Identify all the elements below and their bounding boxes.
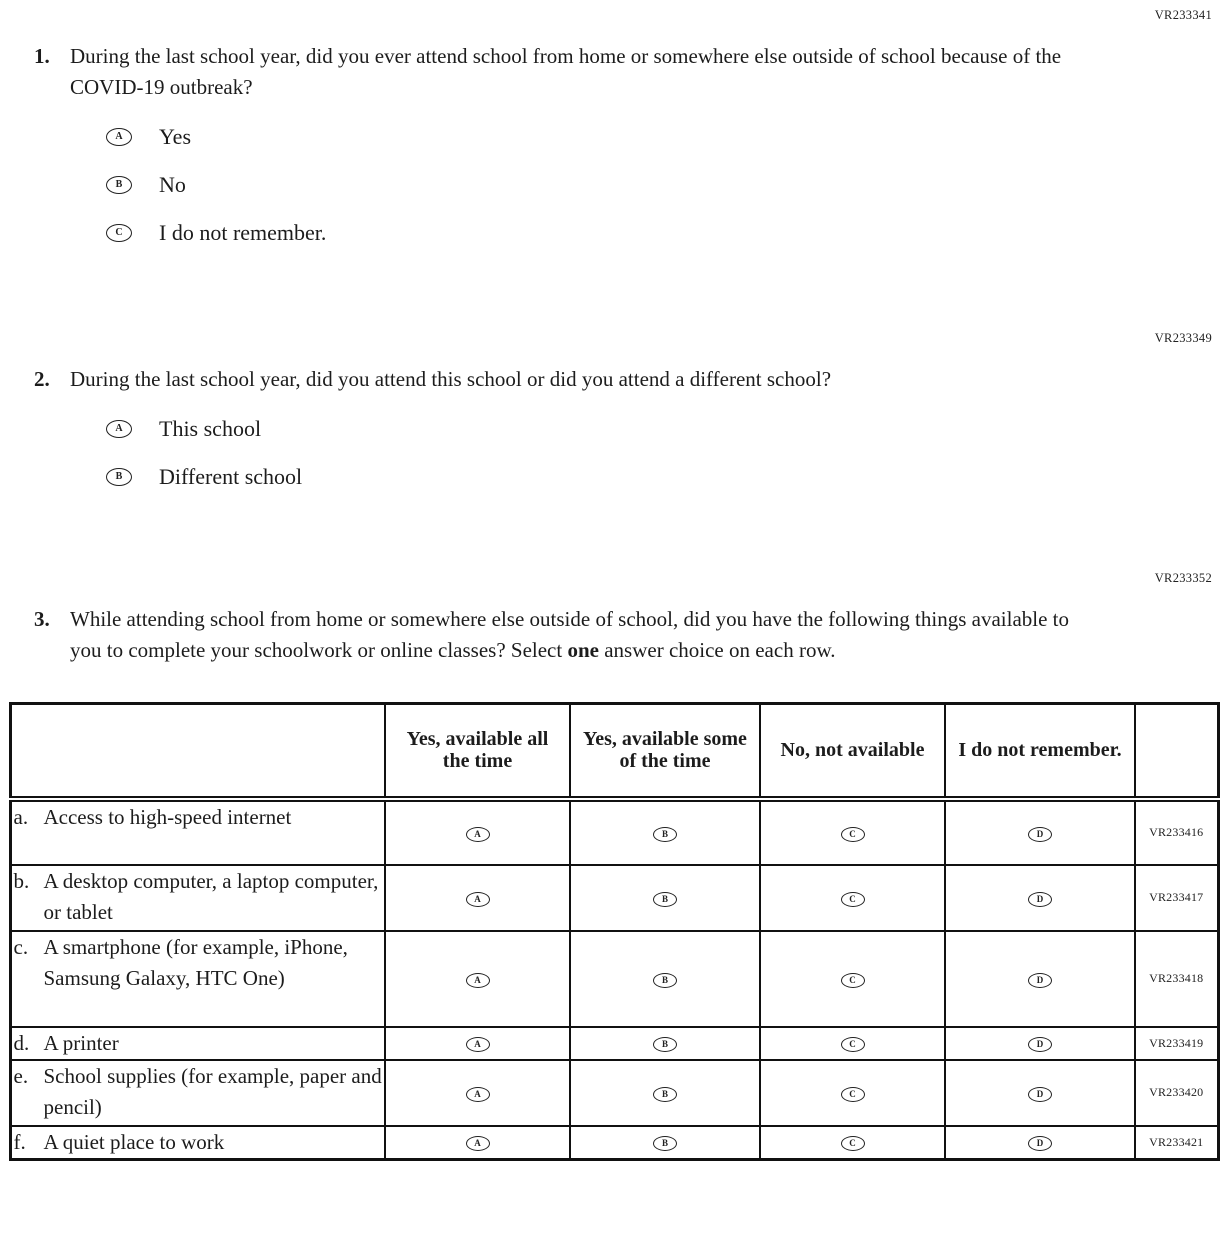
answer-cell-a (385, 1060, 570, 1126)
answer-bubble-c[interactable]: C (841, 1037, 865, 1052)
header-yes-all-time: Yes, available all the time (385, 704, 570, 799)
answer-cell-a (385, 1027, 570, 1060)
availability-matrix-table (9, 702, 1220, 1161)
row-label: f. (13, 1129, 26, 1154)
answer-bubble-a[interactable]: A (466, 892, 490, 907)
answer-cell-d (945, 931, 1135, 1027)
answer-bubble-b[interactable]: B (653, 1136, 677, 1151)
question-2-option-b[interactable] (106, 465, 1228, 489)
question-2 (34, 364, 1228, 489)
answer-cell-c (760, 865, 945, 931)
row-item-cell (10, 799, 385, 865)
answer-bubble-c[interactable]: C (841, 827, 865, 842)
answer-cell-a (385, 1126, 570, 1160)
question-3-text-post: answer choice on each row. (598, 638, 836, 662)
header-yes-some-time: Yes, available some of the time (570, 704, 760, 799)
row-text: Access to high-speed internet (43, 804, 292, 829)
table-row-f (10, 1126, 1218, 1160)
answer-bubble-c[interactable]: C (841, 973, 865, 988)
row-code: VR233417 (1135, 865, 1218, 931)
answer-bubble-b[interactable]: B (653, 892, 677, 907)
row-code: VR233416 (1135, 799, 1218, 865)
table-row-a (10, 799, 1218, 865)
answer-cell-c (760, 799, 945, 865)
answer-bubble-d[interactable]: D (1028, 973, 1052, 988)
option-label-this-school: This school (159, 416, 262, 441)
answer-cell-b (570, 1027, 760, 1060)
row-code: VR233421 (1135, 1126, 1218, 1160)
question-1-option-a[interactable] (106, 125, 1228, 149)
form-code-q2: VR233349 (1154, 331, 1212, 345)
answer-bubble-b[interactable]: B (653, 1037, 677, 1052)
row-label: c. (13, 934, 29, 959)
row-item-cell (10, 931, 385, 1027)
row-label: b. (13, 868, 30, 893)
answer-bubble-d[interactable]: D (1028, 1136, 1052, 1151)
answer-cell-d (945, 1027, 1135, 1060)
question-3-text-bold: one (567, 638, 599, 662)
row-text: School supplies (for example, paper and pencil) (43, 1063, 382, 1119)
answer-cell-a (385, 931, 570, 1027)
question-2-text: During the last school year, did you attend this school or did you attend a different school? (70, 367, 832, 391)
question-3-text (70, 604, 1075, 666)
question-1-option-c[interactable] (106, 221, 1228, 245)
row-code: VR233420 (1135, 1060, 1218, 1126)
question-3 (34, 604, 1228, 666)
question-1-options (106, 125, 1228, 245)
answer-bubble-a[interactable]: A (466, 1087, 490, 1102)
answer-cell-d (945, 1060, 1135, 1126)
answer-cell-d (945, 1126, 1135, 1160)
row-text: A quiet place to work (43, 1129, 225, 1154)
row-item-cell (10, 1126, 385, 1160)
answer-bubble-a[interactable]: A (466, 973, 490, 988)
question-1 (34, 41, 1228, 245)
answer-bubble-c[interactable]: C (841, 1087, 865, 1102)
question-1-text: During the last school year, did you ever attend school from home or somewhere else outside of school because of the COVID-19 outbreak? (70, 44, 1062, 99)
row-item-cell (10, 1027, 385, 1060)
row-text: A desktop computer, a laptop computer, or tablet (43, 868, 379, 924)
table-row-b (10, 865, 1218, 931)
answer-cell-d (945, 799, 1135, 865)
row-code: VR233419 (1135, 1027, 1218, 1060)
table-row-e (10, 1060, 1218, 1126)
question-2-option-a[interactable] (106, 417, 1228, 441)
answer-bubble-a[interactable]: A (466, 1136, 490, 1151)
row-label: a. (13, 804, 29, 829)
row-code: VR233418 (1135, 931, 1218, 1027)
answer-bubble-b[interactable]: B (106, 176, 132, 194)
answer-bubble-c[interactable]: C (841, 892, 865, 907)
form-code-q3: VR233352 (1154, 571, 1212, 585)
answer-cell-c (760, 1027, 945, 1060)
form-code-q1: VR233341 (1154, 8, 1212, 22)
answer-bubble-d[interactable]: D (1028, 1087, 1052, 1102)
row-item-cell (10, 865, 385, 931)
answer-cell-a (385, 865, 570, 931)
option-label-no: No (159, 172, 186, 197)
answer-cell-c (760, 1060, 945, 1126)
answer-bubble-a[interactable]: A (466, 827, 490, 842)
row-text: A printer (43, 1030, 119, 1055)
table-header-row (10, 704, 1218, 799)
row-label: d. (13, 1030, 30, 1055)
table-row-c (10, 931, 1218, 1027)
answer-cell-d (945, 865, 1135, 931)
answer-bubble-a[interactable]: A (466, 1037, 490, 1052)
answer-cell-b (570, 931, 760, 1027)
question-1-option-b[interactable] (106, 173, 1228, 197)
answer-bubble-c[interactable]: C (106, 224, 132, 242)
row-item-cell (10, 1060, 385, 1126)
row-label: e. (13, 1063, 29, 1088)
option-label-different-school: Different school (159, 464, 303, 489)
answer-cell-b (570, 1060, 760, 1126)
answer-bubble-b[interactable]: B (653, 827, 677, 842)
header-no-not-available: No, not available (760, 704, 945, 799)
header-empty-code (1135, 704, 1218, 799)
answer-bubble-b[interactable]: B (653, 973, 677, 988)
option-label-yes: Yes (159, 124, 192, 149)
question-2-number: 2. (34, 367, 50, 391)
answer-cell-b (570, 799, 760, 865)
answer-cell-b (570, 865, 760, 931)
answer-cell-b (570, 1126, 760, 1160)
row-text: A smartphone (for example, iPhone, Samsung Galaxy, HTC One) (43, 934, 348, 990)
table-row-d (10, 1027, 1218, 1060)
question-2-options (106, 417, 1228, 489)
question-3-number: 3. (34, 607, 50, 631)
answer-cell-c (760, 931, 945, 1027)
answer-cell-a (385, 799, 570, 865)
answer-bubble-a[interactable]: A (106, 128, 132, 146)
question-3-text-pre: While attending school from home or somewhere else outside of school, did you have the following things available to you to complete your schoolwork or online classes? Select (70, 607, 1070, 662)
header-do-not-remember: I do not remember. (945, 704, 1135, 799)
answer-cell-c (760, 1126, 945, 1160)
answer-bubble-c[interactable]: C (841, 1136, 865, 1151)
answer-bubble-d[interactable]: D (1028, 827, 1052, 842)
answer-bubble-b[interactable]: B (106, 468, 132, 486)
answer-bubble-d[interactable]: D (1028, 892, 1052, 907)
answer-bubble-b[interactable]: B (653, 1087, 677, 1102)
option-label-not-remember: I do not remember. (159, 220, 327, 245)
answer-bubble-d[interactable]: D (1028, 1037, 1052, 1052)
answer-bubble-a[interactable]: A (106, 420, 132, 438)
header-empty-item (10, 704, 385, 799)
question-1-number: 1. (34, 44, 50, 68)
